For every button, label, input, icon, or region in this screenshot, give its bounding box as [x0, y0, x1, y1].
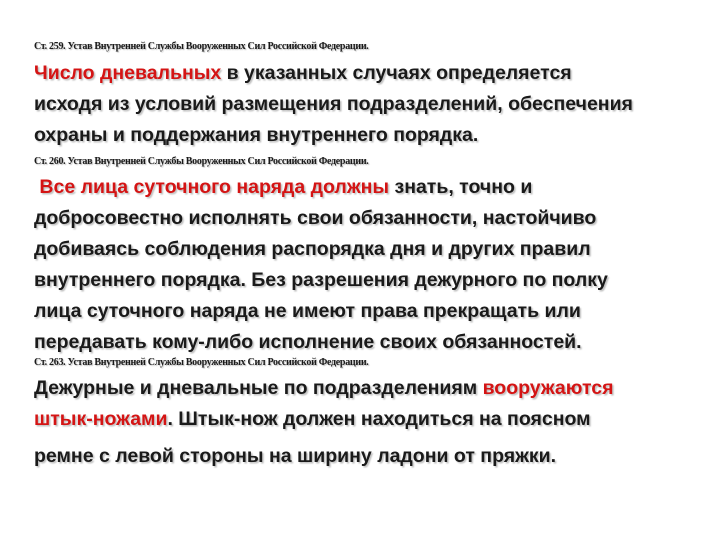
article-260-line-3: добиваясь соблюдения распорядка дня и других правил [34, 238, 591, 260]
article-259-line-3: охраны и поддержания внутреннего порядка. [34, 124, 479, 146]
article-259-highlight: Число дневальных [34, 62, 222, 84]
article-259-text [34, 58, 633, 151]
article-260-highlight: Все лица суточного наряда должны [39, 176, 390, 198]
article-260-text [34, 172, 608, 358]
article-260-line-4: внутреннего порядка. Без разрешения дежурного по полку [34, 269, 608, 291]
article-260-line-6: передавать кому-либо исполнение своих обязанностей. [34, 331, 582, 353]
article-263-highlight-2: штык-ножами [34, 408, 168, 430]
article-259-line-2: исходя из условий размещения подразделений, обеспечения [34, 93, 633, 115]
article-263-text [34, 373, 613, 472]
article-263-highlight-1: вооружаются [482, 377, 614, 399]
article-260-line-1: Все лица суточного наряда должны знать, точно и [39, 176, 533, 198]
article-263-line-1: Дежурные и дневальные по подразделениям вооружаются [34, 377, 614, 399]
article-263-line-3: ремне с левой стороны на ширину ладони от пряжки. [34, 445, 557, 467]
article-260-line-5: лица суточного наряда не имеют права прекращать или [34, 300, 581, 322]
article-263-reference: Ст. 263. Устав Внутренней Службы Вооруженных Сил Российской Федерации. [34, 357, 369, 368]
article-263-line-2: штык-ножами. Штык-нож должен находиться на поясном [34, 408, 591, 430]
article-260-reference: Ст. 260. Устав Внутренней Службы Вооруженных Сил Российской Федерации. [34, 156, 369, 167]
article-259-reference: Ст. 259. Устав Внутренней Службы Вооруженных Сил Российской Федерации. [34, 41, 369, 52]
article-259-line-1: Число дневальных в указанных случаях определяется [34, 62, 572, 84]
article-260-line-2: добросовестно исполнять свои обязанности, настойчиво [34, 207, 597, 229]
